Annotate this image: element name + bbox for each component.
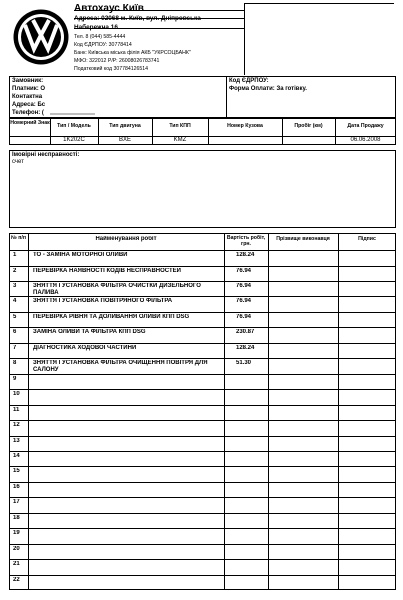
works-row-number: 20 (13, 545, 20, 552)
works-header-executor: Прізвище виконавця (276, 236, 330, 242)
works-row-divider (9, 482, 396, 483)
works-row-name: ТО - ЗАМІНА МОТОРНОЇ ОЛИВИ (33, 252, 128, 258)
client-field-label: Контактна (12, 94, 43, 100)
vehicle-header-sale-date: Дата Продажу (347, 123, 384, 129)
works-row-name (33, 391, 222, 405)
works-row-name: ПЕРЕВІРКА НАЯВНОСТІ КОДІВ НЕСПРАВНОСТЕЙ (33, 267, 181, 274)
works-row-cost: 128.24 (236, 252, 255, 258)
works-header-sign: Підпис (358, 236, 376, 242)
vehicle-model-value: 1K202C (63, 137, 85, 143)
works-row-name: ЗНЯТТЯ І УСТАНОВКА ФІЛЬТРА ОЧИСТКИ ДИЗЕЛЬНОГО ПАЛИВА (33, 282, 201, 296)
works-row-divider (9, 451, 396, 452)
works-header-name: Найменування робіт (95, 236, 157, 242)
works-row-divider (9, 374, 396, 375)
works-row-name (33, 422, 222, 436)
works-row-name (33, 376, 222, 390)
works-row-number: 8 (13, 360, 17, 367)
vehicle-header-mileage: Пробіг (км) (294, 123, 323, 129)
works-row-name: ПЕРЕВІРКА РІВНЯ ТА ДОЛИВАННЯ ОЛИВИ КПП DSG (33, 313, 190, 320)
works-row-number: 21 (13, 561, 20, 568)
works-row-name: ЗНЯТТЯ І УСТАНОВКА ПОВІТРЯНОГО ФІЛЬТРА (33, 298, 173, 305)
works-row-divider (9, 343, 396, 344)
client-field-label: Адреса: Бс (12, 102, 46, 108)
works-row-divider (9, 281, 396, 282)
client-edrpou-label: Код ЄДРПОУ: (229, 78, 269, 84)
works-row-divider (9, 420, 396, 421)
vehicle-engine-value: BXE (118, 137, 131, 143)
works-row-number: 6 (13, 329, 17, 336)
header-divider (74, 18, 244, 19)
company-name: Автохаус Київ (74, 3, 144, 14)
works-header-divider (9, 250, 396, 251)
works-row-number: 2 (13, 267, 17, 274)
works-row-number: 14 (13, 452, 20, 459)
works-row-name: ЗАМІНА ОЛИВИ ТА ФІЛЬТРА КПП DSG (33, 329, 146, 336)
works-col-divider (224, 233, 225, 590)
vehicle-header-body-number: Номер Кузова (227, 123, 263, 129)
works-row-name (33, 407, 222, 421)
works-row-name (33, 499, 222, 513)
company-header (74, 3, 244, 80)
client-field-label: Телефон: ( (12, 110, 44, 116)
company-bank: Банк: Київська міська філія АКБ "УКРСОЦБАНК" (74, 50, 191, 56)
works-row-name (33, 546, 222, 560)
works-row-name (33, 530, 222, 544)
works-row-name: ДІАГНОСТИКА ХОДОВОЇ ЧАСТИНИ (33, 344, 137, 351)
works-row-name (33, 484, 222, 498)
works-row-divider (9, 528, 396, 529)
works-row-number: 17 (13, 499, 20, 506)
works-row-number: 11 (13, 406, 20, 413)
company-tax: Податковий код 307784126514 (74, 66, 149, 72)
faults-block (9, 150, 396, 228)
works-row-cost: 230.87 (236, 329, 255, 336)
works-row-number: 10 (13, 391, 20, 398)
redaction-mark (50, 113, 95, 115)
header-border (244, 3, 245, 75)
client-block (9, 76, 396, 118)
works-row-cost: 51.30 (236, 360, 252, 367)
works-row-name (33, 438, 222, 452)
vehicle-header-plate: Номерний Знак (10, 120, 50, 126)
works-header-cost: Вартість робіт, грн. (226, 235, 266, 247)
works-row-divider (9, 312, 396, 313)
works-row-number: 18 (13, 514, 20, 521)
works-row-divider (9, 296, 396, 297)
works-row-divider (9, 513, 396, 514)
works-row-number: 12 (13, 422, 20, 428)
client-field-label: Платник: О (12, 86, 46, 92)
works-row-number: 9 (13, 375, 17, 382)
works-row-number: 19 (13, 530, 20, 537)
works-row-name (33, 468, 222, 482)
works-row-number: 7 (13, 344, 17, 351)
works-row-divider (9, 327, 396, 328)
works-header-num: № п/п (11, 235, 26, 241)
works-row-divider (9, 358, 396, 359)
faults-text: счет (12, 159, 24, 165)
header-divider (74, 10, 244, 11)
works-row-cost: 76.94 (236, 282, 252, 289)
header-divider (74, 28, 244, 29)
works-row-name: ЗНЯТТЯ І УСТАНОВКА ФІЛЬТРА ОЧИЩЕННЯ ПОВІТРЯ ДЛЯ САЛОНУ (33, 360, 208, 374)
works-row-divider (9, 466, 396, 467)
works-row-cost: 128.24 (236, 344, 255, 351)
works-row-name (33, 453, 222, 467)
vehicle-header-model: Тип / Модель (57, 123, 91, 129)
company-address-line1: Адреса: 02068 м. Київ, вул. Дніпровська (74, 15, 201, 22)
works-row-divider (9, 436, 396, 437)
works-row-divider (9, 544, 396, 545)
works-row-name (33, 561, 222, 575)
faults-label: Імовірні несправності: (12, 152, 80, 158)
works-row-name (33, 577, 222, 591)
works-row-divider (9, 497, 396, 498)
client-field-label: Замовник: (12, 78, 44, 84)
works-row-cost: 76.94 (236, 298, 252, 305)
works-row-number: 16 (13, 483, 20, 490)
company-address-line2: Набережна 16 (74, 24, 118, 31)
works-row-cost: 76.94 (236, 313, 252, 320)
works-row-cost: 76.94 (236, 267, 252, 274)
client-divider (226, 76, 227, 118)
vw-logo-icon (12, 8, 70, 66)
vehicle-sale-date-value: 06.06.2008 (350, 137, 381, 143)
works-row-divider (9, 266, 396, 267)
works-col-divider (338, 233, 339, 590)
works-row-number: 3 (13, 282, 17, 289)
works-row-number: 15 (13, 468, 20, 475)
company-mfo: МФО: 322012 Р/Р: 26008026783741 (74, 58, 160, 64)
works-row-number: 22 (13, 576, 20, 583)
works-row-number: 1 (13, 252, 17, 258)
vehicle-gearbox-value: KMZ (173, 137, 187, 143)
vehicle-header-gearbox: Тип КПП (169, 123, 191, 129)
works-row-name (33, 515, 222, 529)
client-payment-form: Форма Оплати: За готівку. (229, 86, 307, 92)
works-row-divider (9, 389, 396, 390)
works-row-divider (9, 575, 396, 576)
works-row-divider (9, 405, 396, 406)
company-edrpou: Код ЄДРПОУ: 30778414 (74, 42, 132, 48)
works-row-divider (9, 559, 396, 560)
works-row-number: 13 (13, 437, 20, 444)
header-top-border (244, 3, 394, 4)
works-col-divider (268, 233, 269, 590)
works-row-number: 4 (13, 298, 17, 305)
vehicle-header-engine: Тип двигуна (109, 123, 141, 129)
company-phone: Тел. 8 (044) 585-4444 (74, 34, 126, 40)
works-row-number: 5 (13, 313, 17, 320)
works-col-divider (28, 233, 29, 590)
